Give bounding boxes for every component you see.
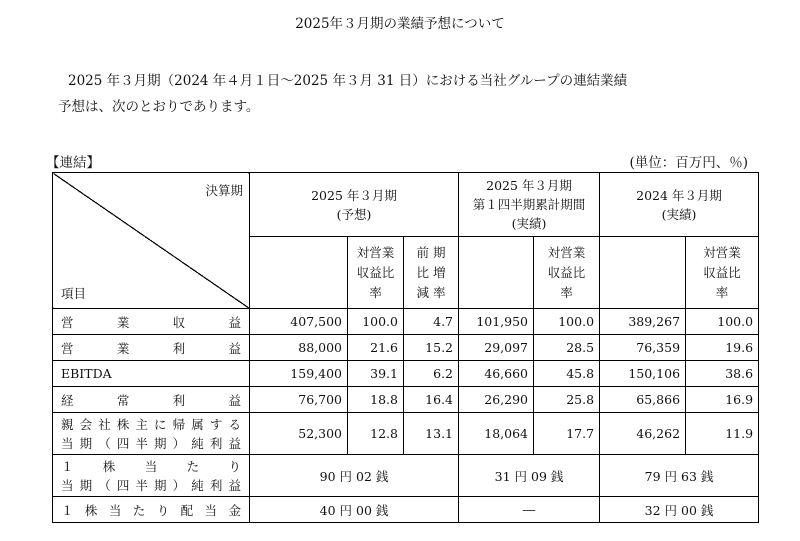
table-row — [53, 387, 759, 413]
intro-line-1: 2025 年３月期（2024 年４月１日～2025 年３月 31 日）における当社グループの連結業績 — [68, 73, 628, 89]
cell-value: 17.7 — [534, 413, 600, 455]
row-label: 経常利益 — [53, 387, 250, 413]
unit-label: (単位：百万円、％) — [629, 155, 748, 171]
header-koumoku: 項目 — [61, 286, 87, 301]
prev-amount-subheader — [600, 237, 686, 309]
cell-value: 13.1 — [404, 413, 459, 455]
section-label: 【連結】 — [46, 155, 100, 171]
table-row — [53, 413, 759, 455]
cell-value: 21.6 — [348, 335, 404, 361]
cell-value: 407,500 — [250, 309, 348, 335]
cell-value: 4.7 — [404, 309, 459, 335]
cell-value: 101,950 — [459, 309, 534, 335]
cell-value: 32 円 00 銭 — [600, 497, 759, 523]
cell-value: 16.9 — [686, 387, 759, 413]
page-title: 2025年３月期の業績予想について — [295, 16, 505, 32]
forecast-table — [52, 172, 759, 523]
intro-paragraph — [58, 68, 758, 120]
cell-value: 45.8 — [534, 361, 600, 387]
row-label: １株当たり 当期（四半期）純利益 — [53, 455, 250, 497]
forecast-amount-subheader — [250, 237, 348, 309]
cell-value: 46,262 — [600, 413, 686, 455]
cell-value: 100.0 — [348, 309, 404, 335]
cell-value: 40 円 00 銭 — [250, 497, 459, 523]
cell-value: 19.6 — [686, 335, 759, 361]
forecast-change-subheader: 前 期 比 増 減 率 — [404, 237, 459, 309]
cell-value: 39.1 — [348, 361, 404, 387]
header-kessan: 決算期 — [205, 183, 243, 198]
col-prev-header: 2024 年３月期 (実績) — [600, 173, 759, 237]
cell-value: 88,000 — [250, 335, 348, 361]
forecast-ratio-subheader: 対営業 収益比 率 — [348, 237, 404, 309]
table-row — [53, 335, 759, 361]
cell-value: 100.0 — [686, 309, 759, 335]
col-forecast-header: 2025 年３月期 (予想) — [250, 173, 459, 237]
cell-value: ― — [459, 497, 600, 523]
cell-value: 389,267 — [600, 309, 686, 335]
row-label: 営業利益 — [53, 335, 250, 361]
cell-value: 46,660 — [459, 361, 534, 387]
cell-value: 159,400 — [250, 361, 348, 387]
cell-value: 26,290 — [459, 387, 534, 413]
cell-value: 16.4 — [404, 387, 459, 413]
cell-value: 25.8 — [534, 387, 600, 413]
cell-value: 150,106 — [600, 361, 686, 387]
cell-value: 76,700 — [250, 387, 348, 413]
cell-value: 18.8 — [348, 387, 404, 413]
cell-value: 6.2 — [404, 361, 459, 387]
col-q1-header: 2025 年３月期 第１四半期累計期間 (実績) — [459, 173, 600, 237]
table-row — [53, 361, 759, 387]
cell-value: 15.2 — [404, 335, 459, 361]
cell-value: 31 円 09 銭 — [459, 455, 600, 497]
cell-value: 18,064 — [459, 413, 534, 455]
table-row — [53, 309, 759, 335]
prev-ratio-subheader: 対営業 収益比 率 — [686, 237, 759, 309]
table-row — [53, 455, 759, 497]
cell-value: 28.5 — [534, 335, 600, 361]
row-label: １株当たり配当金 — [53, 497, 250, 523]
cell-value: 29,097 — [459, 335, 534, 361]
cell-value: 100.0 — [534, 309, 600, 335]
table-row — [53, 497, 759, 523]
header-diagonal-cell — [53, 173, 250, 309]
row-label: 親会社株主に帰属する 当期（四半期）純利益 — [53, 413, 250, 455]
intro-line-2: 予想は、次のとおりであります。 — [58, 99, 260, 115]
cell-value: 76,359 — [600, 335, 686, 361]
q1-amount-subheader — [459, 237, 534, 309]
row-label: 営業収益 — [53, 309, 250, 335]
row-label: EBITDA — [53, 361, 250, 387]
q1-ratio-subheader: 対営業 収益比 率 — [534, 237, 600, 309]
cell-value: 11.9 — [686, 413, 759, 455]
cell-value: 12.8 — [348, 413, 404, 455]
cell-value: 90 円 02 銭 — [250, 455, 459, 497]
cell-value: 52,300 — [250, 413, 348, 455]
cell-value: 38.6 — [686, 361, 759, 387]
cell-value: 79 円 63 銭 — [600, 455, 759, 497]
cell-value: 65,866 — [600, 387, 686, 413]
